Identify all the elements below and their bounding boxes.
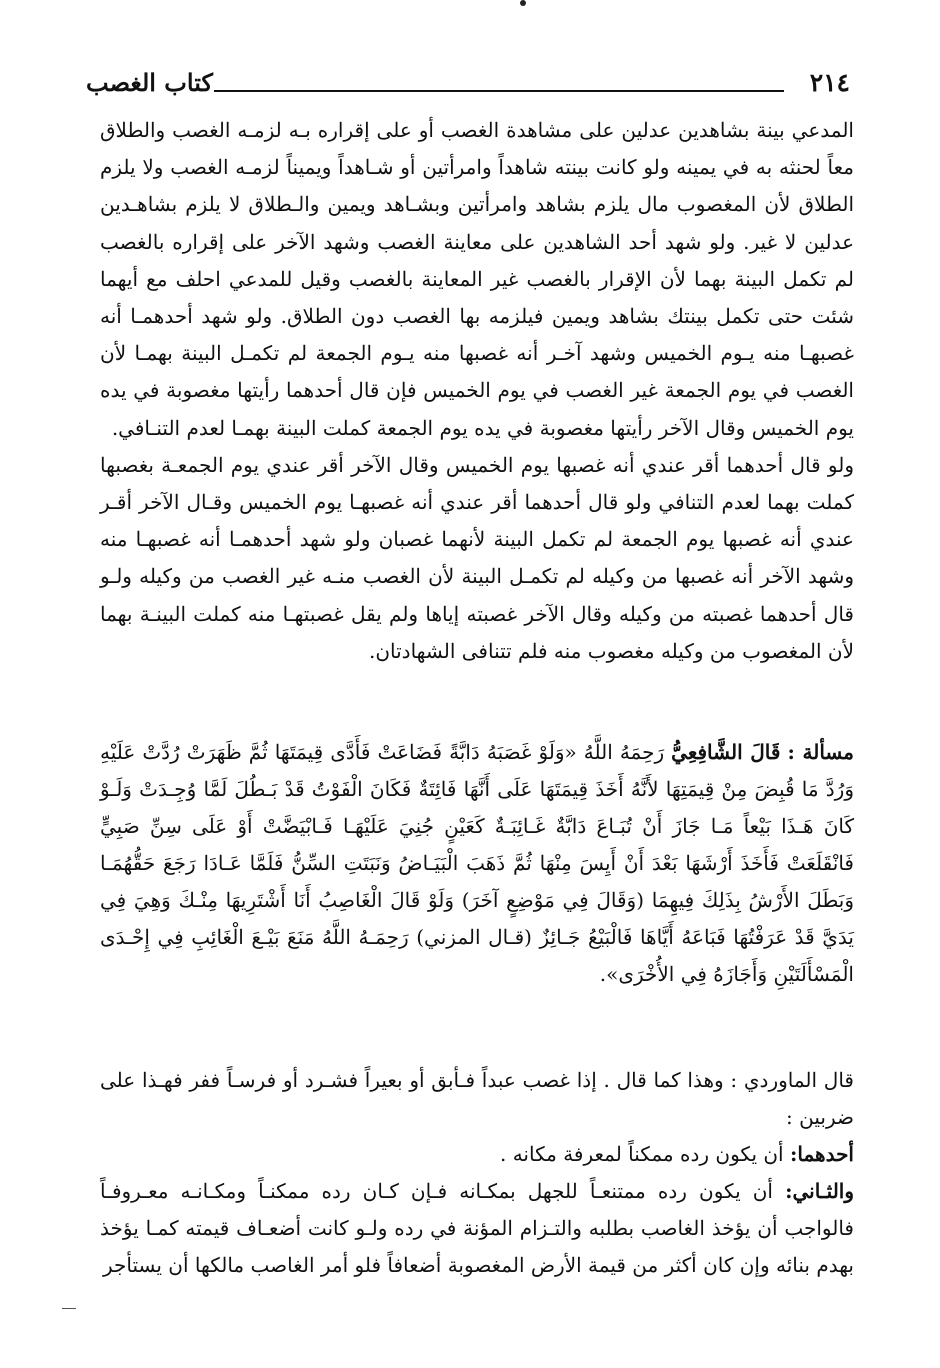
paragraph: ولو قال أحدهما أقر عندي أنه غصبها يوم الخميس وقال الآخر أقر عندي يوم الجمعـة بغصبها كملت بهما لعدم التنافي ولو قال أحدهما أقر عندي أنه غصبهـا يوم الخميس وقـال الآخر أقـر عندي أنه غصبها يوم الجمعة لم تكمل البينة لأنهما غصبان ولو شهد أحدهمـا أنه غصبهـا منه وشهد الآخر أنه غصبها من وكيله لم تكمـل البينة لأن الغصب منـه غير الغصب من وكيله ولـو قال أحدهما غصبته من وكيله وقال الآخر غصبته إياها ولم يقل غصبتهـا منه كملت البينـة بهما لأن المغصوب من وكيله مغصوب منه فلم تتنافى الشهادتان. [100, 452, 854, 663]
mawardi-section [100, 1062, 854, 1284]
second-case-label: والثـاني: [785, 1179, 855, 1203]
header-rule [214, 90, 784, 92]
masala-paragraph [100, 734, 854, 993]
page-header [86, 66, 850, 106]
first-case-label: أحدهما: [789, 1142, 854, 1166]
paragraph: المدعي بينة بشاهدين عدلين على مشاهدة الغصب أو على إقراره بـه لزمـه الغصب والطلاق معاً لحنثه به في يمينه ولو كانت بينته شاهداً وامرأتين أو شـاهداً ويميناً لزمـه الغصب ولا يلزم الطلاق لأن المغصوب مال يلزم بشاهد وامرأتين وبشـاهد ويمين والـطلاق لا يلزم بشاهـدين عدلين لا غير. ولو شهد أحد الشاهدين على معاينة الغصب وشهد الآخر على إقراره بالغصب لم تكمل البينة بهما لأن الإقرار بالغصب غير المعاينة بالغصب وقيل للمدعي احلف مع أيهما شئت حتى تكمل بينتك بشاهد ويمين فيلزمه بها الغصب دون الطلاق. ولو شهد أحدهمـا أنه غصبهـا منه يـوم الخميس وشهد آخـر أنه غصبها منه يـوم الجمعة لم تكمـل البينة بهمـا لأن الغصب في يوم الجمعة غير الغصب في يوم الخميس فإن قال أحدهما رأيتها مغصوبة في يده يوم الخميس وقال الآخر رأيتها مغصوبة في يده يوم الجمعة كملت البينة بهمـا لعدم التنـافي. [100, 118, 854, 440]
second-case [100, 1173, 854, 1284]
first-case [100, 1136, 854, 1173]
masala-speaker: قَالَ الشَّافِعِيُّ [671, 740, 781, 764]
mawardi-intro: قال الماوردي : وهذا كما قال . إذا غصب عبداً فـأبق أو بعيراً فشـرد أو فرسـاً ففر فهـذا على ضربين : [100, 1068, 854, 1129]
page-number: ٢١٤ [809, 68, 850, 97]
running-title: كتاب الغصب [86, 68, 213, 97]
masala-label: مسألة : [787, 740, 854, 764]
margin-mark [62, 1308, 76, 1309]
masala-text: رَحِمَهُ اللَّهُ «وَلَوْ غَصَبَهُ دَابَّةً فَضَاعَتْ فَأَدَّى قِيمَتَهَا ثُمَّ ظَهَرَتْ رُدَّتْ عَلَيْهِ وَرُدَّ مَا قُبِضَ مِنْ قِيمَتِهَا لأَنَّهُ أَخَذَ قِيمَتَهَا عَلَى أَنَّهَا فَائِتَةٌ فَكَانَ الْفَوْتُ قَدْ بَـطُلَ لَمَّا وُجِـدَتْ وَلَـوْ كَانَ هَـذَا بَيْعاً مَـا جَازَ أَنْ تُبَـاعَ دَابَّةٌ غَـائِبَـةٌ كَعَيْنٍ جُنِيَ عَلَيْهَـا فَـابْيَضَّتْ أَوْ عَلَى سِنِّ صَبِيٍّ فَانْقَلَعَتْ فَأَخَذَ أَرْشَهَا بَعْدَ أَنْ أَيِسَ مِنْهَا ثُمَّ ذَهَبَ الْبَيَـاضُ وَنَبَتَتِ السِّنُّ فَلَمَّا عَـادَا رَجَعَ حَقُّهُمَـا وَبَطَلَ الأَرْشُ بِذَلِكَ فِيهِمَا (وَقَالَ فِي مَوْضِعٍ آخَرَ) وَلَوْ قَالَ الْغَاصِبُ أَنَا أَشْتَرِيهَا مِنْـكَ وَهِيَ فِي يَدَيَّ قَدْ عَرَفْتُهَا فَبَاعَهُ أَيَّاهَا فَالْبَيْعُ جَـائِزٌ (قـال المزني) رَحِمَـهُ اللَّهُ مَنَعَ بَيْـعَ الْغَائِبِ فِي إِحْـدَى الْمَسْأَلَتَيْنِ وَأَجَازَهُ فِي الأُخْرَى». [100, 740, 854, 986]
main-text [100, 112, 854, 670]
scan-mark [520, 0, 526, 6]
second-case-text: أن يكون رده ممتنعـاً للجهل بمكـانه فـإن كـان رده ممكنـاً ومكـانـه معـروفـاً فالواجب أن يؤخذ الغاصب بطلبه والتـزام المؤنة في رده ولـو كانت أضعـاف قيمته كمـا يؤخذ بهدم بنائه وإن كان أكثر من قيمة الأرض المغصوبة أضعافاً فلو أمر الغاصب مالكها أن يستأجر [100, 1179, 854, 1277]
first-case-text: أن يكون رده ممكناً لمعرفة مكانه . [499, 1142, 784, 1166]
masala-section [100, 734, 854, 993]
